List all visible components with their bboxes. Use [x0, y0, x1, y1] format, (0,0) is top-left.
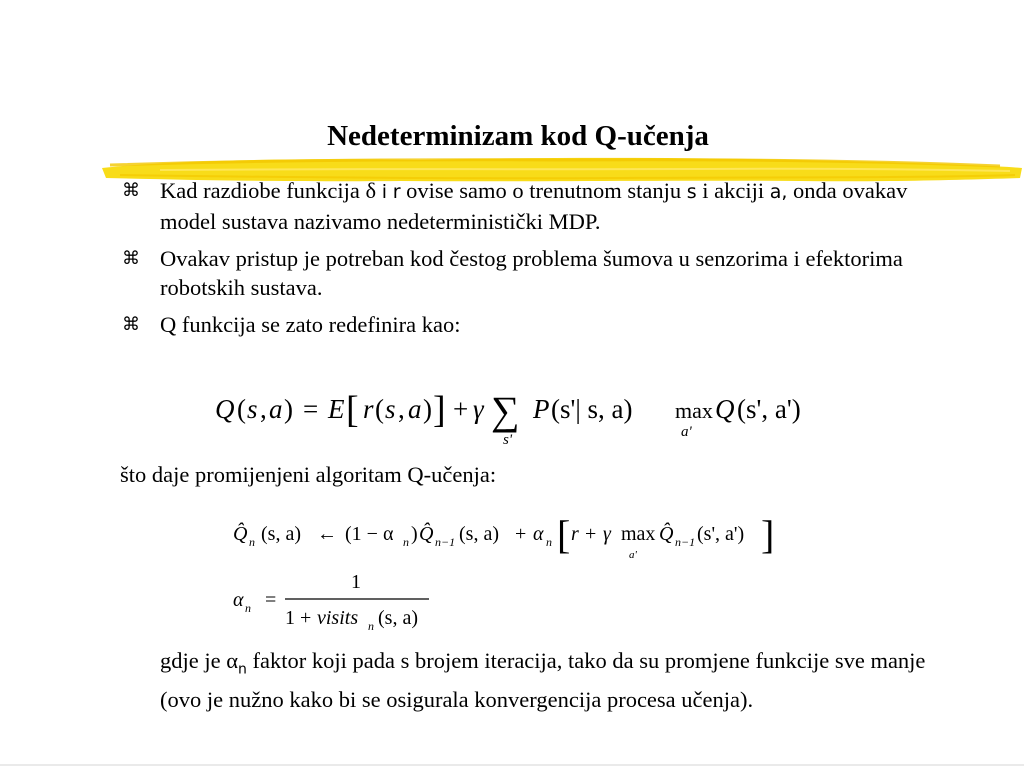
- svg-text:P (s'| s, a): P (s'| s, a): [533, 394, 633, 424]
- bullet-item: [120, 176, 920, 236]
- svg-text:(s, a) + α: (s, a) + α: [459, 523, 544, 545]
- svg-text:n: n: [249, 535, 255, 549]
- svg-text:Q ( s ,: Q ( s , a ) = E: [215, 394, 345, 424]
- svg-text:Q (s', a'): Q (s', a'): [715, 394, 801, 424]
- svg-text:r ( s ,: r ( s , a ): [363, 394, 432, 424]
- svg-text:n: n: [546, 535, 552, 549]
- alpha-equation: [225, 566, 465, 636]
- svg-text:) Q̂: ) Q̂: [411, 523, 434, 545]
- svg-text:n−1: n−1: [435, 535, 456, 549]
- q-update-equation: [225, 504, 795, 566]
- svg-text:1 +: 1 +: [285, 607, 312, 629]
- svg-text:]: ]: [761, 512, 775, 557]
- svg-text:n: n: [245, 601, 251, 615]
- command-bullet-icon: ⌘: [122, 180, 140, 201]
- svg-text:(s', a'): (s', a'): [697, 523, 745, 545]
- bullet-item: [120, 310, 920, 339]
- bullet-item: [120, 244, 920, 302]
- svg-text:(s, a) ← (1 − α: (s, a) ← (1 − α: [261, 523, 394, 545]
- q-function-equation: [205, 384, 845, 450]
- svg-text:α: α: [233, 589, 244, 611]
- svg-text:+ γ: + γ: [453, 394, 484, 424]
- middle-text: što daje promijenjeni algoritam Q-učenja:: [120, 462, 497, 487]
- svg-text:Q̂: Q̂: [659, 523, 674, 545]
- svg-text:[: [: [557, 512, 571, 557]
- svg-text:[: [: [346, 389, 359, 431]
- command-bullet-icon: ⌘: [122, 314, 140, 335]
- command-bullet-icon: ⌘: [122, 248, 140, 269]
- bullet-text: Ovakav pristup je potreban kod čestog problema šumova u senzorima i efektorima robotskih sustava.: [160, 246, 903, 300]
- svg-text:visits: visits: [317, 607, 359, 629]
- svg-text:r + γ max: r + γ max: [571, 523, 656, 545]
- alpha-symbol: α: [226, 648, 239, 673]
- bottom-divider: [0, 764, 1024, 766]
- bullet-text: Kad razdiobe funkcija δ i r ovise samo o trenutnom stanju s i akciji a, onda ovakav model sustava nazivamo nedeterministički MDP.: [160, 178, 908, 234]
- svg-text:]: ]: [433, 389, 446, 431]
- svg-text:s': s': [503, 432, 513, 448]
- svg-text:Q̂: Q̂: [233, 523, 248, 545]
- svg-text:max: max: [675, 398, 713, 423]
- svg-text:n: n: [368, 619, 374, 633]
- svg-text:1: 1: [351, 571, 361, 593]
- svg-text:n−1: n−1: [675, 535, 696, 549]
- svg-text:∑: ∑: [491, 388, 520, 433]
- svg-text:(s, a): (s, a): [378, 607, 418, 629]
- closing-paragraph: gdje je $\alpha_n$ faktor koji pada s brojem iteracija, tako da su promjene funkcije sve manje (ovo je nužno kako bi se osigurala konvergencija procesa učenja).: [160, 648, 926, 712]
- svg-text:=: =: [265, 589, 277, 611]
- svg-text:a': a': [629, 549, 637, 561]
- slide-title: Nedeterminizam kod Q-učenja: [327, 120, 709, 152]
- delta-symbol: δ: [365, 178, 377, 203]
- bullet-list: [120, 176, 920, 347]
- bullet-text: Q funkcija se zato redefinira kao:: [160, 312, 461, 337]
- svg-text:a': a': [681, 424, 692, 440]
- svg-text:n: n: [403, 535, 409, 549]
